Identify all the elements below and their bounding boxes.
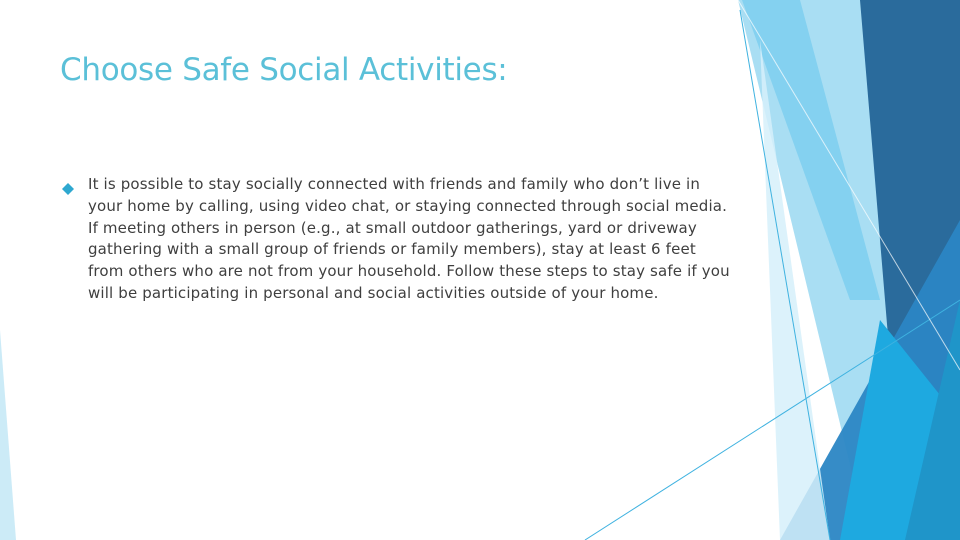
left-edge-shape — [0, 330, 16, 540]
slide-title: Choose Safe Social Activities: — [60, 52, 508, 88]
bullet-item — [62, 174, 734, 305]
bullet-list — [62, 174, 734, 305]
bullet-text: It is possible to stay socially connected with friends and family who don’t live in your home by calling, using video chat, or staying connected through social media. If meeting others in person (e.g., at small outdoor gatherings, yard or driveway gathering with a small group of friends or family members), stay at least 6 feet from others who are not from your household. Follow these steps to stay safe if you will be participating in personal and social activities outside of your home. — [88, 175, 730, 302]
diamond-bullet-icon — [62, 174, 88, 199]
